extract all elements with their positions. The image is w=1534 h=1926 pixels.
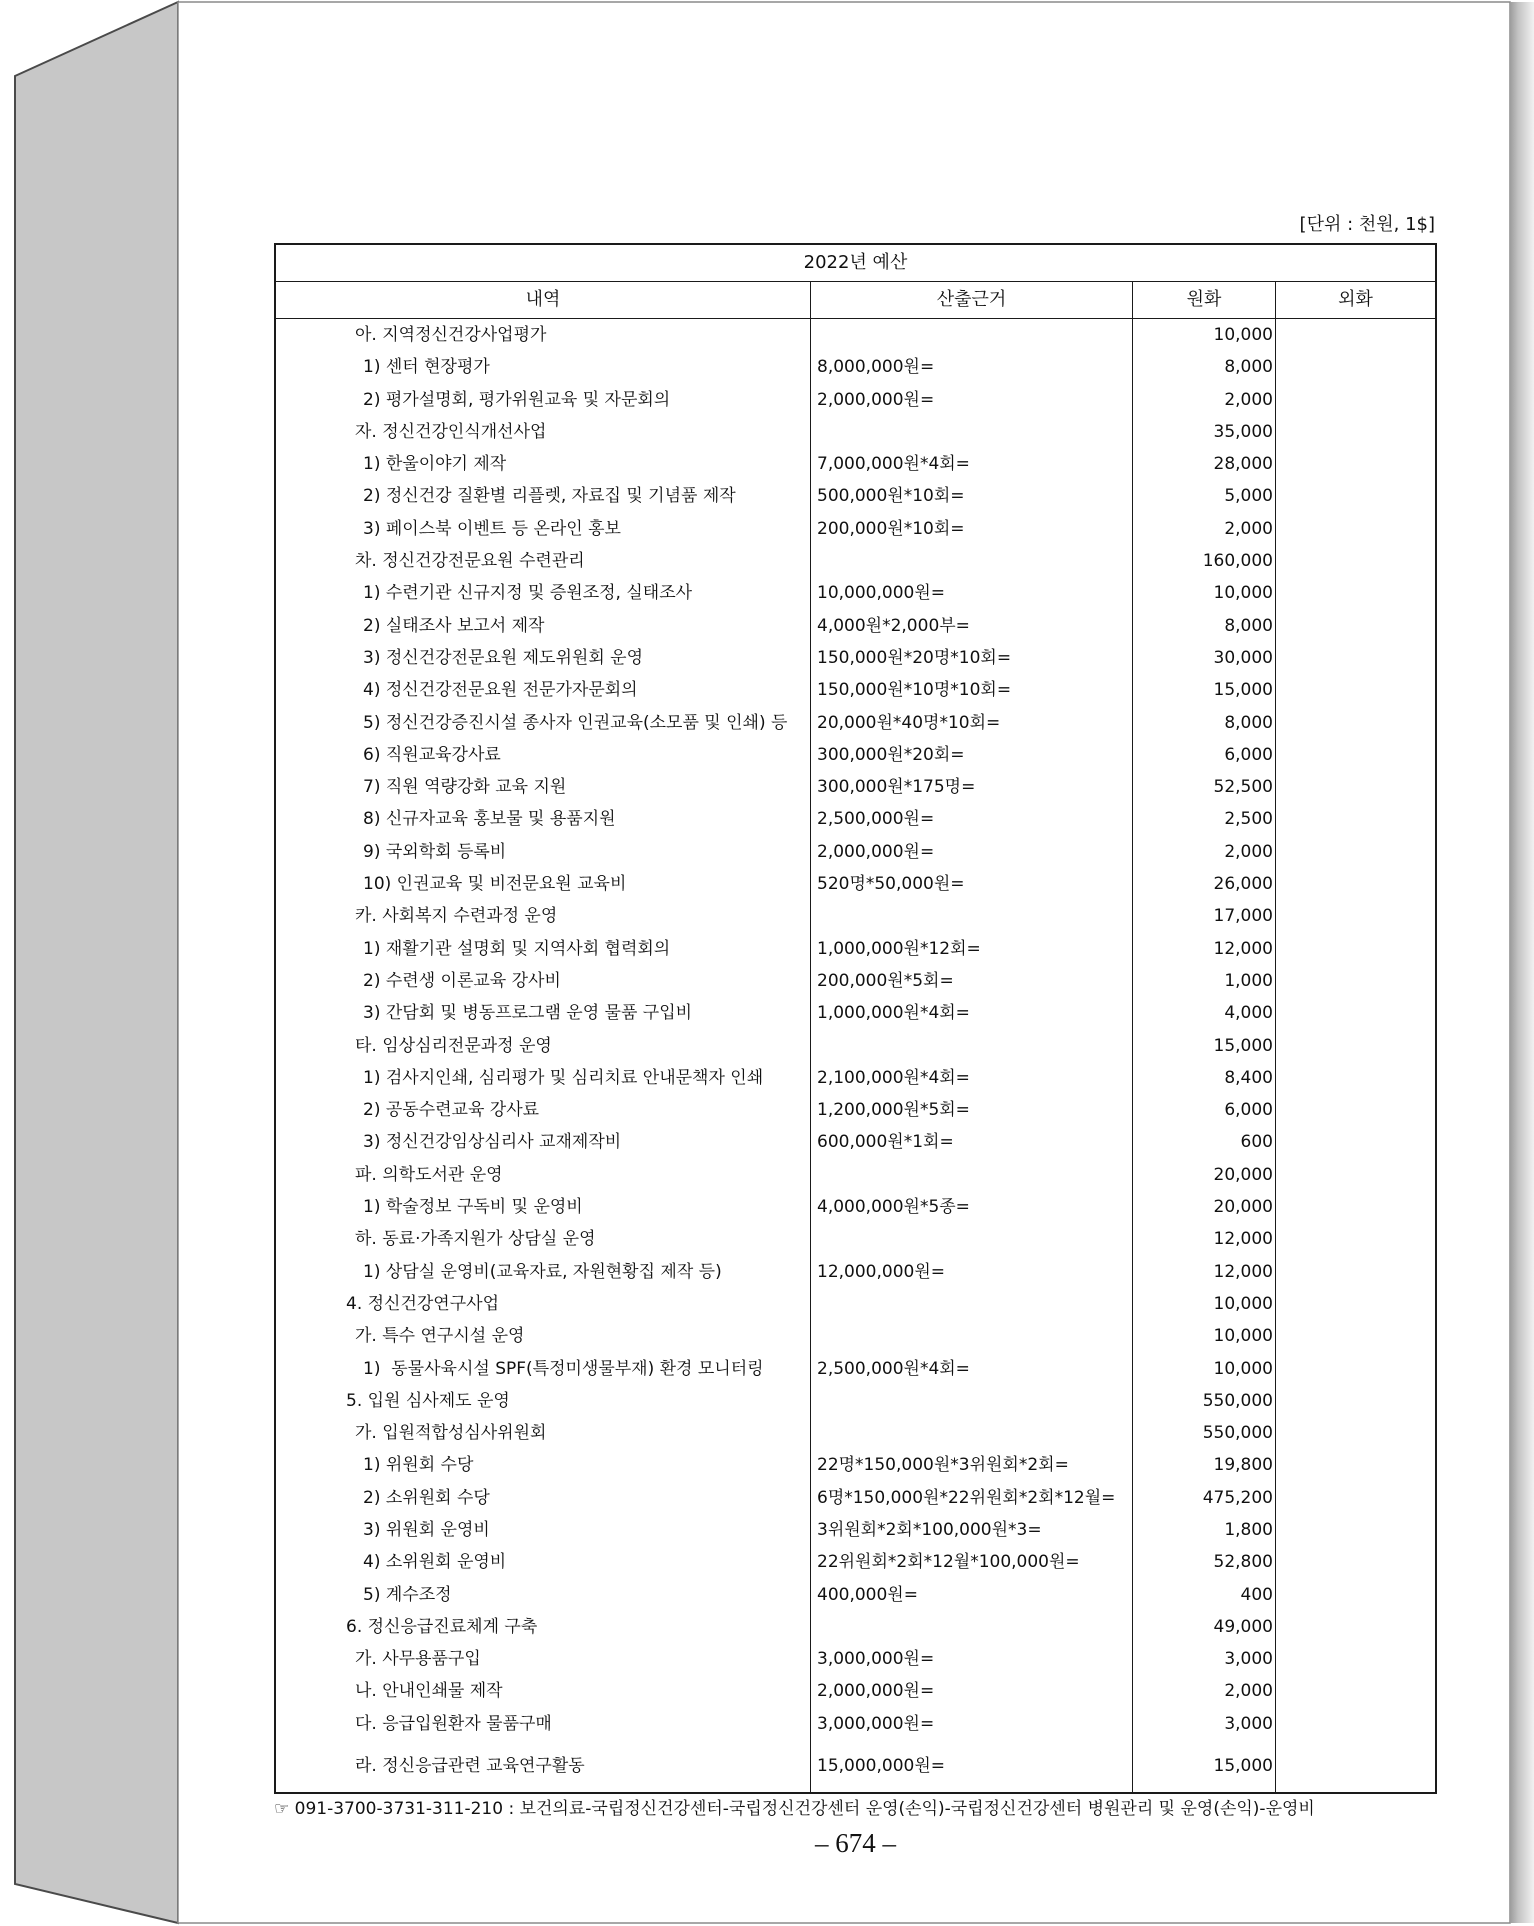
cell-item: 6) 직원교육강사료 xyxy=(363,744,501,765)
cell-item: 5. 입원 심사제도 운영 xyxy=(346,1390,510,1411)
table-row xyxy=(276,1353,1435,1385)
cell-krw: 6,000 xyxy=(1132,739,1275,771)
cell-item: 카. 사회복지 수련과정 운영 xyxy=(355,906,558,927)
cell-basis xyxy=(810,1159,1132,1191)
table-row xyxy=(276,933,1435,965)
cell-fx xyxy=(1275,1126,1435,1158)
cell-item: 7) 직원 역량강화 교육 지원 xyxy=(363,777,567,798)
cell-item: 1) 검사지인쇄, 심리평가 및 심리치료 안내문책자 인쇄 xyxy=(363,1067,764,1088)
cell-item: 1) 한울이야기 제작 xyxy=(363,454,507,475)
unit-label: [단위 : 천원, 1$] xyxy=(1299,214,1435,235)
cell-fx xyxy=(1275,933,1435,965)
cell-item: 4) 정신건강전문요원 전문가자문회의 xyxy=(363,680,638,701)
cell-basis: 300,000원*175명= xyxy=(810,771,1132,803)
table-row xyxy=(276,900,1435,932)
page-number: – 674 – xyxy=(815,1828,896,1858)
cell-krw: 400 xyxy=(1132,1579,1275,1611)
table-row xyxy=(276,707,1435,739)
cell-item: 1) 재활기관 설명회 및 지역사회 협력회의 xyxy=(363,938,671,959)
cell-fx xyxy=(1275,545,1435,577)
cell-fx xyxy=(1275,416,1435,448)
cell-krw: 5,000 xyxy=(1132,480,1275,512)
cell-item: 10) 인권교육 및 비전문요원 교육비 xyxy=(363,874,627,895)
cell-fx xyxy=(1275,1223,1435,1255)
cell-fx xyxy=(1275,739,1435,771)
cell-fx xyxy=(1275,448,1435,480)
cell-item: 타. 임상심리전문과정 운영 xyxy=(355,1035,552,1056)
cell-krw: 52,500 xyxy=(1132,771,1275,803)
cell-basis: 2,000,000원= xyxy=(810,1675,1132,1707)
table-row xyxy=(276,1417,1435,1449)
cell-item: 3) 정신건강전문요원 제도위원회 운영 xyxy=(363,647,643,668)
table-row xyxy=(276,1030,1435,1062)
table-row xyxy=(276,1256,1435,1288)
table-row xyxy=(276,319,1435,351)
cell-fx xyxy=(1275,674,1435,706)
cell-basis: 3,000,000원= xyxy=(810,1643,1132,1675)
cell-krw: 19,800 xyxy=(1132,1449,1275,1481)
cell-fx xyxy=(1275,384,1435,416)
table-row xyxy=(276,1288,1435,1320)
table-header-row xyxy=(276,282,1435,319)
cell-item: 5) 정신건강증진시설 종사자 인권교육(소모품 및 인쇄) 등 xyxy=(363,712,788,733)
cell-fx xyxy=(1275,900,1435,932)
table-row xyxy=(276,480,1435,512)
cell-krw: 600 xyxy=(1132,1126,1275,1158)
cell-item: 1) 동물사육시설 SPF(특정미생물부재) 환경 모니터링 xyxy=(363,1358,764,1379)
cell-fx xyxy=(1275,351,1435,383)
table-row xyxy=(276,965,1435,997)
cell-krw: 10,000 xyxy=(1132,1320,1275,1352)
cell-fx xyxy=(1275,1288,1435,1320)
cell-krw: 26,000 xyxy=(1132,868,1275,900)
cell-fx xyxy=(1275,1030,1435,1062)
table-row xyxy=(276,351,1435,383)
cell-fx xyxy=(1275,1611,1435,1643)
cell-fx xyxy=(1275,1417,1435,1449)
budget-table xyxy=(274,243,1437,1794)
cell-krw: 160,000 xyxy=(1132,545,1275,577)
cell-fx xyxy=(1275,1482,1435,1514)
cell-basis: 300,000원*20회= xyxy=(810,739,1132,771)
cell-basis xyxy=(810,416,1132,448)
cell-krw: 20,000 xyxy=(1132,1159,1275,1191)
cell-basis xyxy=(810,900,1132,932)
cell-basis xyxy=(810,1611,1132,1643)
cell-item: 1) 학술정보 구독비 및 운영비 xyxy=(363,1197,583,1218)
table-row xyxy=(276,1223,1435,1255)
cell-fx xyxy=(1275,1643,1435,1675)
cell-item: 1) 위원회 수당 xyxy=(363,1455,474,1476)
cell-item: 4. 정신건강연구사업 xyxy=(346,1293,499,1314)
table-row xyxy=(276,1191,1435,1223)
cell-krw: 6,000 xyxy=(1132,1094,1275,1126)
cell-krw: 35,000 xyxy=(1132,416,1275,448)
cell-krw: 17,000 xyxy=(1132,900,1275,932)
cell-krw: 8,400 xyxy=(1132,1062,1275,1094)
cell-item: 3) 간담회 및 병동프로그램 운영 물품 구입비 xyxy=(363,1003,693,1024)
cell-fx xyxy=(1275,1740,1435,1792)
table-row xyxy=(276,448,1435,480)
cell-item: 라. 정신응급관련 교육연구활동 xyxy=(355,1756,585,1777)
cell-basis: 1,000,000원*12회= xyxy=(810,933,1132,965)
cell-krw: 2,500 xyxy=(1132,803,1275,835)
table-title: 2022년 예산 xyxy=(276,245,1435,282)
table-row xyxy=(276,1482,1435,1514)
cell-basis xyxy=(810,1288,1132,1320)
cell-basis xyxy=(810,545,1132,577)
cell-basis: 20,000원*40명*10회= xyxy=(810,707,1132,739)
cell-fx xyxy=(1275,1449,1435,1481)
cell-item: 8) 신규자교육 홍보물 및 용품지원 xyxy=(363,809,616,830)
book-spine xyxy=(15,2,178,1923)
table-row xyxy=(276,416,1435,448)
cell-fx xyxy=(1275,997,1435,1029)
cell-fx xyxy=(1275,868,1435,900)
cell-krw: 550,000 xyxy=(1132,1417,1275,1449)
cell-basis: 3위원회*2회*100,000원*3= xyxy=(810,1514,1132,1546)
cell-basis: 7,000,000원*4회= xyxy=(810,448,1132,480)
table-row xyxy=(276,610,1435,642)
cell-basis: 500,000원*10회= xyxy=(810,480,1132,512)
cell-fx xyxy=(1275,1159,1435,1191)
table-row xyxy=(276,1611,1435,1643)
table-row xyxy=(276,1449,1435,1481)
cell-fx xyxy=(1275,1385,1435,1417)
cell-basis xyxy=(810,1030,1132,1062)
cell-krw: 2,000 xyxy=(1132,836,1275,868)
page-right-shadow xyxy=(1510,2,1534,1923)
table-body xyxy=(276,319,1435,1792)
cell-item: 3) 위원회 운영비 xyxy=(363,1519,490,1540)
cell-krw: 20,000 xyxy=(1132,1191,1275,1223)
cell-fx xyxy=(1275,513,1435,545)
table-row xyxy=(276,513,1435,545)
cell-fx xyxy=(1275,1353,1435,1385)
cell-fx xyxy=(1275,1320,1435,1352)
cell-basis xyxy=(810,319,1132,351)
table-row xyxy=(276,1546,1435,1578)
cell-krw: 10,000 xyxy=(1132,1353,1275,1385)
cell-fx xyxy=(1275,610,1435,642)
cell-krw: 4,000 xyxy=(1132,997,1275,1029)
cell-basis: 150,000원*20명*10회= xyxy=(810,642,1132,674)
cell-basis: 1,200,000원*5회= xyxy=(810,1094,1132,1126)
cell-krw: 15,000 xyxy=(1132,674,1275,706)
cell-basis: 200,000원*10회= xyxy=(810,513,1132,545)
cell-krw: 3,000 xyxy=(1132,1708,1275,1740)
cell-item: 1) 수련기관 신규지정 및 증원조정, 실태조사 xyxy=(363,583,693,604)
cell-basis xyxy=(810,1385,1132,1417)
cell-fx xyxy=(1275,480,1435,512)
table-row xyxy=(276,384,1435,416)
cell-basis: 2,000,000원= xyxy=(810,836,1132,868)
cell-krw: 2,000 xyxy=(1132,1675,1275,1707)
cell-item: 다. 응급입원환자 물품구매 xyxy=(355,1713,552,1734)
cell-item: 1) 상담실 운영비(교육자료, 자원현황집 제작 등) xyxy=(363,1261,722,1282)
cell-item: 2) 수련생 이론교육 강사비 xyxy=(363,970,561,991)
cell-krw: 475,200 xyxy=(1132,1482,1275,1514)
cell-krw: 10,000 xyxy=(1132,1288,1275,1320)
cell-krw: 15,000 xyxy=(1132,1030,1275,1062)
table-row xyxy=(276,545,1435,577)
cell-basis: 2,500,000원= xyxy=(810,803,1132,835)
cell-basis: 15,000,000원= xyxy=(810,1740,1132,1792)
table-row xyxy=(276,803,1435,835)
table-row xyxy=(276,674,1435,706)
cell-basis: 12,000,000원= xyxy=(810,1256,1132,1288)
cell-fx xyxy=(1275,1579,1435,1611)
cell-basis xyxy=(810,1320,1132,1352)
cell-krw: 52,800 xyxy=(1132,1546,1275,1578)
cell-item: 2) 평가설명회, 평가위원교육 및 자문회의 xyxy=(363,389,671,410)
cell-krw: 10,000 xyxy=(1132,577,1275,609)
cell-krw: 12,000 xyxy=(1132,1256,1275,1288)
table-row xyxy=(276,739,1435,771)
cell-krw: 28,000 xyxy=(1132,448,1275,480)
cell-basis: 400,000원= xyxy=(810,1579,1132,1611)
cell-fx xyxy=(1275,965,1435,997)
cell-item: 자. 정신건강인식개선사업 xyxy=(355,421,547,442)
cell-basis: 8,000,000원= xyxy=(810,351,1132,383)
table-row xyxy=(276,1740,1435,1792)
table-row xyxy=(276,1094,1435,1126)
table-row xyxy=(276,771,1435,803)
cell-item: 가. 사무용품구입 xyxy=(355,1649,481,1670)
cell-fx xyxy=(1275,836,1435,868)
cell-basis: 3,000,000원= xyxy=(810,1708,1132,1740)
table-row xyxy=(276,1159,1435,1191)
cell-krw: 3,000 xyxy=(1132,1643,1275,1675)
account-code-footnote: ☞ 091-3700-3731-311-210 : 보건의료-국립정신건강센터-국립정신건강센터 운영(손익)-국립정신건강센터 병원관리 및 운영(손익)-운영비 xyxy=(274,1799,1315,1819)
cell-item: 가. 입원적합성심사위원회 xyxy=(355,1423,547,1444)
cell-basis: 6명*150,000원*22위원회*2회*12월= xyxy=(810,1482,1132,1514)
table-row xyxy=(276,1675,1435,1707)
cell-fx xyxy=(1275,1094,1435,1126)
cell-item: 2) 실태조사 보고서 제작 xyxy=(363,615,545,636)
cell-basis xyxy=(810,1417,1132,1449)
cell-fx xyxy=(1275,771,1435,803)
cell-basis: 200,000원*5회= xyxy=(810,965,1132,997)
cell-krw: 1,000 xyxy=(1132,965,1275,997)
cell-fx xyxy=(1275,577,1435,609)
cell-basis: 600,000원*1회= xyxy=(810,1126,1132,1158)
cell-item: 2) 공동수련교육 강사료 xyxy=(363,1100,540,1121)
table-row xyxy=(276,1385,1435,1417)
cell-fx xyxy=(1275,1191,1435,1223)
cell-fx xyxy=(1275,1062,1435,1094)
cell-krw: 2,000 xyxy=(1132,513,1275,545)
cell-basis: 2,500,000원*4회= xyxy=(810,1353,1132,1385)
table-row xyxy=(276,1643,1435,1675)
cell-krw: 12,000 xyxy=(1132,1223,1275,1255)
cell-krw: 1,800 xyxy=(1132,1514,1275,1546)
cell-fx xyxy=(1275,319,1435,351)
cell-item: 차. 정신건강전문요원 수련관리 xyxy=(355,551,585,572)
table-row xyxy=(276,577,1435,609)
cell-krw: 8,000 xyxy=(1132,707,1275,739)
cell-fx xyxy=(1275,642,1435,674)
cell-item: 3) 페이스북 이벤트 등 온라인 홍보 xyxy=(363,518,621,539)
cell-item: 5) 계수조정 xyxy=(363,1584,452,1605)
cell-item: 하. 동료·가족지원가 상담실 운영 xyxy=(355,1229,596,1250)
cell-krw: 15,000 xyxy=(1132,1740,1275,1792)
cell-fx xyxy=(1275,803,1435,835)
cell-basis: 150,000원*10명*10회= xyxy=(810,674,1132,706)
table-row xyxy=(276,1126,1435,1158)
table-row xyxy=(276,836,1435,868)
cell-krw: 49,000 xyxy=(1132,1611,1275,1643)
cell-krw: 10,000 xyxy=(1132,319,1275,351)
cell-fx xyxy=(1275,1546,1435,1578)
cell-krw: 12,000 xyxy=(1132,933,1275,965)
table-row xyxy=(276,868,1435,900)
cell-item: 9) 국외학회 등록비 xyxy=(363,841,507,862)
table-row xyxy=(276,1320,1435,1352)
table-row xyxy=(276,997,1435,1029)
cell-item: 파. 의학도서관 운영 xyxy=(355,1164,503,1185)
cell-fx xyxy=(1275,1675,1435,1707)
cell-basis xyxy=(810,1223,1132,1255)
cell-basis: 2,100,000원*4회= xyxy=(810,1062,1132,1094)
table-row xyxy=(276,642,1435,674)
table-row xyxy=(276,1062,1435,1094)
cell-basis: 4,000원*2,000부= xyxy=(810,610,1132,642)
cell-fx xyxy=(1275,707,1435,739)
cell-krw: 8,000 xyxy=(1132,610,1275,642)
cell-item: 2) 정신건강 질환별 리플렛, 자료집 및 기념품 제작 xyxy=(363,486,736,507)
cell-basis: 2,000,000원= xyxy=(810,384,1132,416)
cell-fx xyxy=(1275,1256,1435,1288)
header-krw: 원화 xyxy=(1132,282,1275,318)
cell-item: 6. 정신응급진료체계 구축 xyxy=(346,1616,538,1637)
cell-fx xyxy=(1275,1514,1435,1546)
cell-item: 나. 안내인쇄물 제작 xyxy=(355,1681,503,1702)
header-item: 내역 xyxy=(525,289,561,310)
cell-basis: 22위원회*2회*12월*100,000원= xyxy=(810,1546,1132,1578)
cell-krw: 8,000 xyxy=(1132,351,1275,383)
table-row xyxy=(276,1514,1435,1546)
cell-item: 3) 정신건강임상심리사 교재제작비 xyxy=(363,1132,622,1153)
cell-basis: 10,000,000원= xyxy=(810,577,1132,609)
cell-item: 2) 소위원회 수당 xyxy=(363,1487,490,1508)
cell-item: 가. 특수 연구시설 운영 xyxy=(355,1326,525,1347)
table-row xyxy=(276,1579,1435,1611)
cell-item: 1) 센터 현장평가 xyxy=(363,357,490,378)
table-row xyxy=(276,1708,1435,1740)
cell-krw: 2,000 xyxy=(1132,384,1275,416)
cell-item: 4) 소위원회 운영비 xyxy=(363,1552,507,1573)
cell-krw: 30,000 xyxy=(1132,642,1275,674)
cell-krw: 550,000 xyxy=(1132,1385,1275,1417)
cell-fx xyxy=(1275,1708,1435,1740)
cell-basis: 22명*150,000원*3위원회*2회= xyxy=(810,1449,1132,1481)
cell-item: 아. 지역정신건강사업평가 xyxy=(355,325,547,345)
header-fx: 외화 xyxy=(1275,282,1435,318)
cell-basis: 520명*50,000원= xyxy=(810,868,1132,900)
header-basis: 산출근거 xyxy=(810,282,1132,318)
cell-basis: 1,000,000원*4회= xyxy=(810,997,1132,1029)
cell-basis: 4,000,000원*5종= xyxy=(810,1191,1132,1223)
